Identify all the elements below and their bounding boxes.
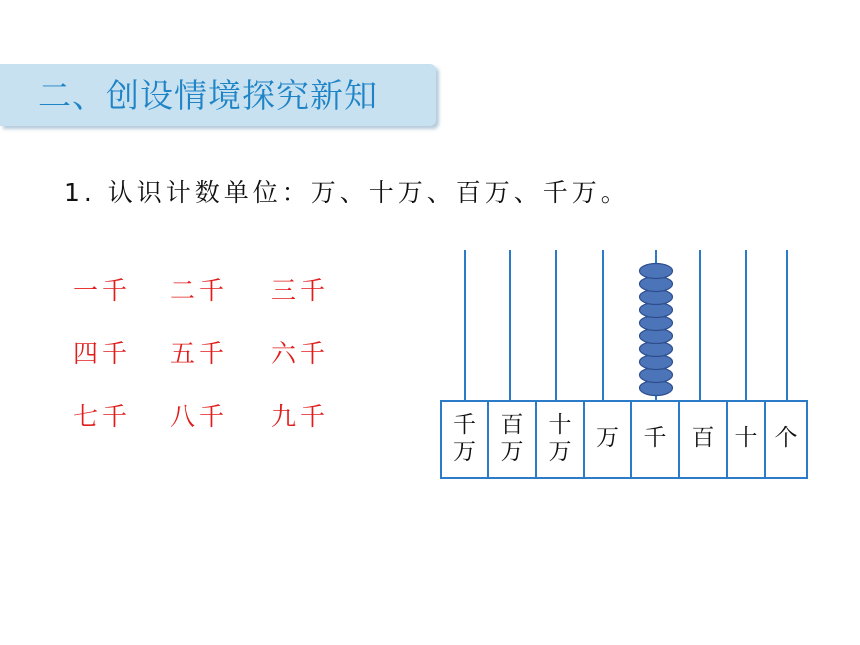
- quantity-label: 三千: [271, 276, 330, 305]
- place-cell-million: [488, 401, 536, 476]
- place-char: 十: [548, 411, 572, 438]
- place-char: 万: [500, 438, 524, 465]
- place-char: 百: [691, 425, 715, 451]
- place-cell-hundred-thousand: [536, 401, 584, 476]
- abacus-bead: [640, 264, 673, 279]
- quantity-label: 二千: [170, 276, 229, 305]
- place-cell-hundred: [679, 401, 727, 476]
- quantity-label: 七千: [73, 402, 132, 431]
- place-cell-thousand: [631, 401, 679, 476]
- place-char: 万: [453, 438, 476, 465]
- place-char: 十: [734, 425, 758, 451]
- place-char: 千: [643, 425, 667, 451]
- place-cell-one: [765, 401, 807, 476]
- quantity-label: 八千: [170, 402, 229, 431]
- place-cell-ten-million: [441, 401, 488, 476]
- place-char: 万: [596, 425, 619, 451]
- place-char: 个: [774, 425, 798, 451]
- quantity-label: 六千: [271, 339, 330, 368]
- subtitle: 1. 认识计数单位：万、十万、百万、千万。: [64, 178, 630, 207]
- quantity-label: 四千: [73, 339, 132, 368]
- quantity-label: 九千: [271, 402, 330, 431]
- quantity-label: 五千: [170, 339, 229, 368]
- place-cell-ten: [727, 401, 765, 476]
- place-char: 万: [548, 438, 572, 465]
- quantity-label: 一千: [73, 276, 132, 305]
- place-char: 千: [453, 411, 476, 438]
- place-cell-ten-thousand: [584, 401, 631, 476]
- section-title: 二、创设情境探究新知: [38, 76, 378, 115]
- place-char: 百: [500, 411, 524, 438]
